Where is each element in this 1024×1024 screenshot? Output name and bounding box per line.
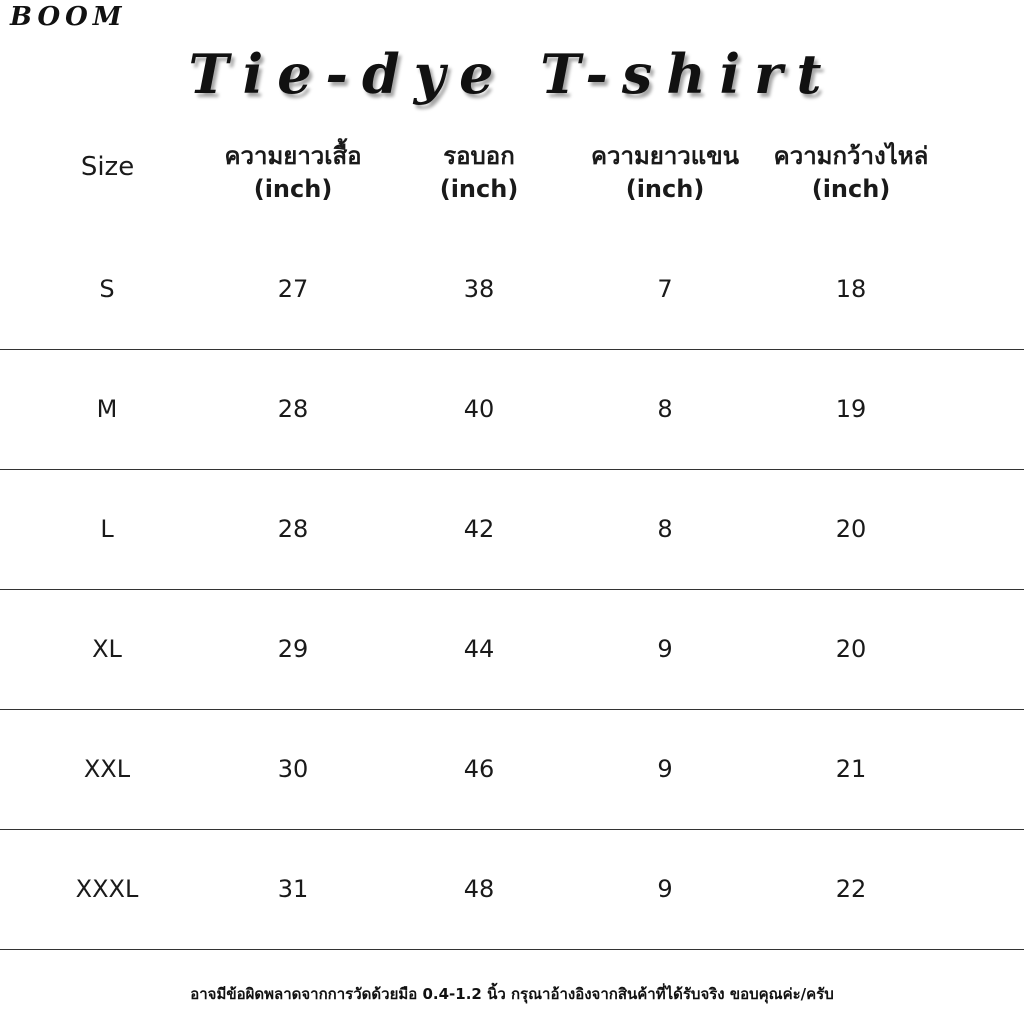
header-label: ความยาวเสื้อ	[224, 142, 362, 170]
value-cell: 18	[835, 275, 867, 303]
table-row	[0, 230, 1024, 350]
value-cell: 27	[277, 275, 309, 303]
table-row	[0, 350, 1024, 470]
header-chest	[386, 140, 572, 206]
header-shirt-length	[200, 140, 386, 206]
header-unit: (inch)	[253, 175, 333, 203]
value-cell: 20	[835, 635, 867, 663]
header-unit: (inch)	[811, 175, 891, 203]
header-sleeve-length	[572, 140, 758, 206]
header-label: ความยาวแขน	[590, 142, 740, 170]
table-row	[0, 710, 1024, 830]
value-cell: 38	[463, 275, 495, 303]
header-label: ความกว้างไหล่	[773, 142, 929, 170]
value-cell: 48	[463, 875, 495, 903]
value-cell: 28	[277, 515, 309, 543]
size-cell: XXL	[83, 755, 131, 783]
table-row	[0, 470, 1024, 590]
value-cell: 19	[835, 395, 867, 423]
value-cell: 7	[657, 275, 673, 303]
size-cell: XL	[92, 635, 122, 663]
value-cell: 9	[657, 755, 673, 783]
value-cell: 31	[277, 875, 309, 903]
size-column-header: Size	[80, 152, 135, 182]
value-cell: 22	[835, 875, 867, 903]
header-shoulder-width	[758, 140, 944, 206]
value-cell: 8	[657, 515, 673, 543]
value-cell: 28	[277, 395, 309, 423]
value-cell: 46	[463, 755, 495, 783]
table-row	[0, 830, 1024, 950]
page-title: Tie-dye T-shirt	[188, 42, 836, 106]
value-cell: 9	[657, 635, 673, 663]
size-cell: M	[96, 395, 118, 423]
value-cell: 9	[657, 875, 673, 903]
header-unit: (inch)	[625, 175, 705, 203]
measurement-disclaimer: อาจมีข้อผิดพลาดจากการวัดด้วยมือ 0.4-1.2 นิ้ว กรุณาอ้างอิงจากสินค้าที่ได้รับจริง ขอบคุณค่ะ/ครับ	[190, 985, 834, 1003]
size-cell: XXXL	[75, 875, 139, 903]
row-divider	[0, 949, 1024, 950]
value-cell: 21	[835, 755, 867, 783]
value-cell: 42	[463, 515, 495, 543]
size-cell: S	[99, 275, 115, 303]
value-cell: 20	[835, 515, 867, 543]
brand-logo-text: BOOM	[10, 2, 127, 32]
value-cell: 8	[657, 395, 673, 423]
value-cell: 30	[277, 755, 309, 783]
table-row	[0, 590, 1024, 710]
header-unit: (inch)	[439, 175, 519, 203]
value-cell: 44	[463, 635, 495, 663]
value-cell: 29	[277, 635, 309, 663]
value-cell: 40	[463, 395, 495, 423]
size-cell: L	[100, 515, 114, 543]
table-header-row	[0, 140, 1024, 220]
header-label: รอบอก	[443, 142, 515, 170]
